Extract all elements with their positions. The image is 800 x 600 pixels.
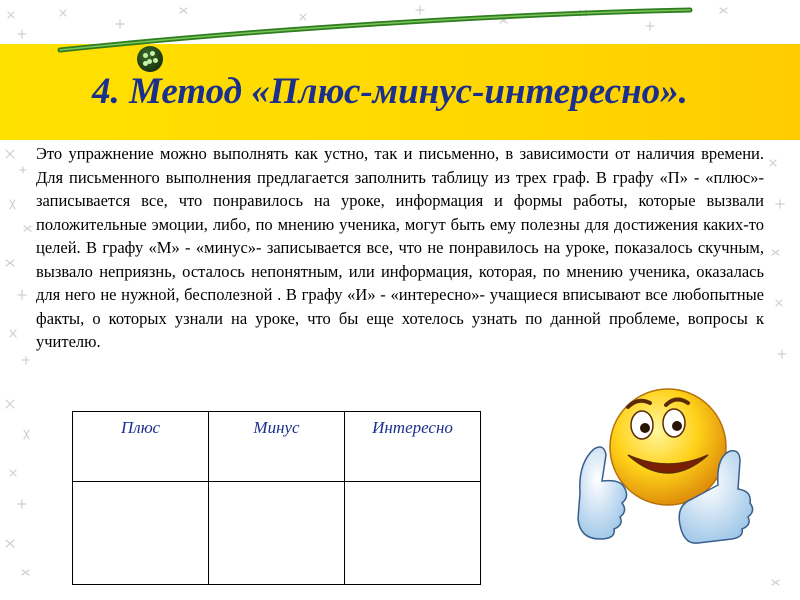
green-sphere-bullet-icon — [137, 46, 163, 72]
pmi-table — [72, 411, 481, 585]
table-cell-plus — [73, 482, 209, 585]
thumbs-up-smiley-icon — [570, 385, 760, 550]
table-header-plus: Плюс — [73, 412, 209, 482]
green-swoosh-decoration — [0, 0, 800, 60]
table-row — [73, 482, 481, 585]
table-header-minus: Минус — [209, 412, 345, 482]
table-header-interesting: Интересно — [345, 412, 481, 482]
table-cell-minus — [209, 482, 345, 585]
table-header-row — [73, 412, 481, 482]
slide-body-text: Это упражнение можно выполнять как устно, так и письменно, в зависимости от наличия времени. Для письменного выполнения предлагается заполнить таблицу из трех граф. В графу «П» - «плюс»- записывается все, что понравилось на уроке, информация и формы работы, которые вызвали положительные эмоции, либо, по мнению ученика, могут быть ему полезны для достижения каких-то целей. В графу «М» - «минус»- записывается все, что не понравилось на уроке, показалось скучным, вызвало неприязнь, осталось непонятным, или информация, которая, по мнению ученика, оказалась для него не нужной, бесполезной . В графу «И» - «интересно»- учащиеся вписывают все любопытные факты, о которых узнали на уроке, что бы еще хотелось узнать по данной проблеме, вопросы к учителю. — [36, 144, 764, 351]
slide-title: 4. Метод «Плюс-минус-интересно». — [92, 71, 688, 112]
table-cell-interesting — [345, 482, 481, 585]
